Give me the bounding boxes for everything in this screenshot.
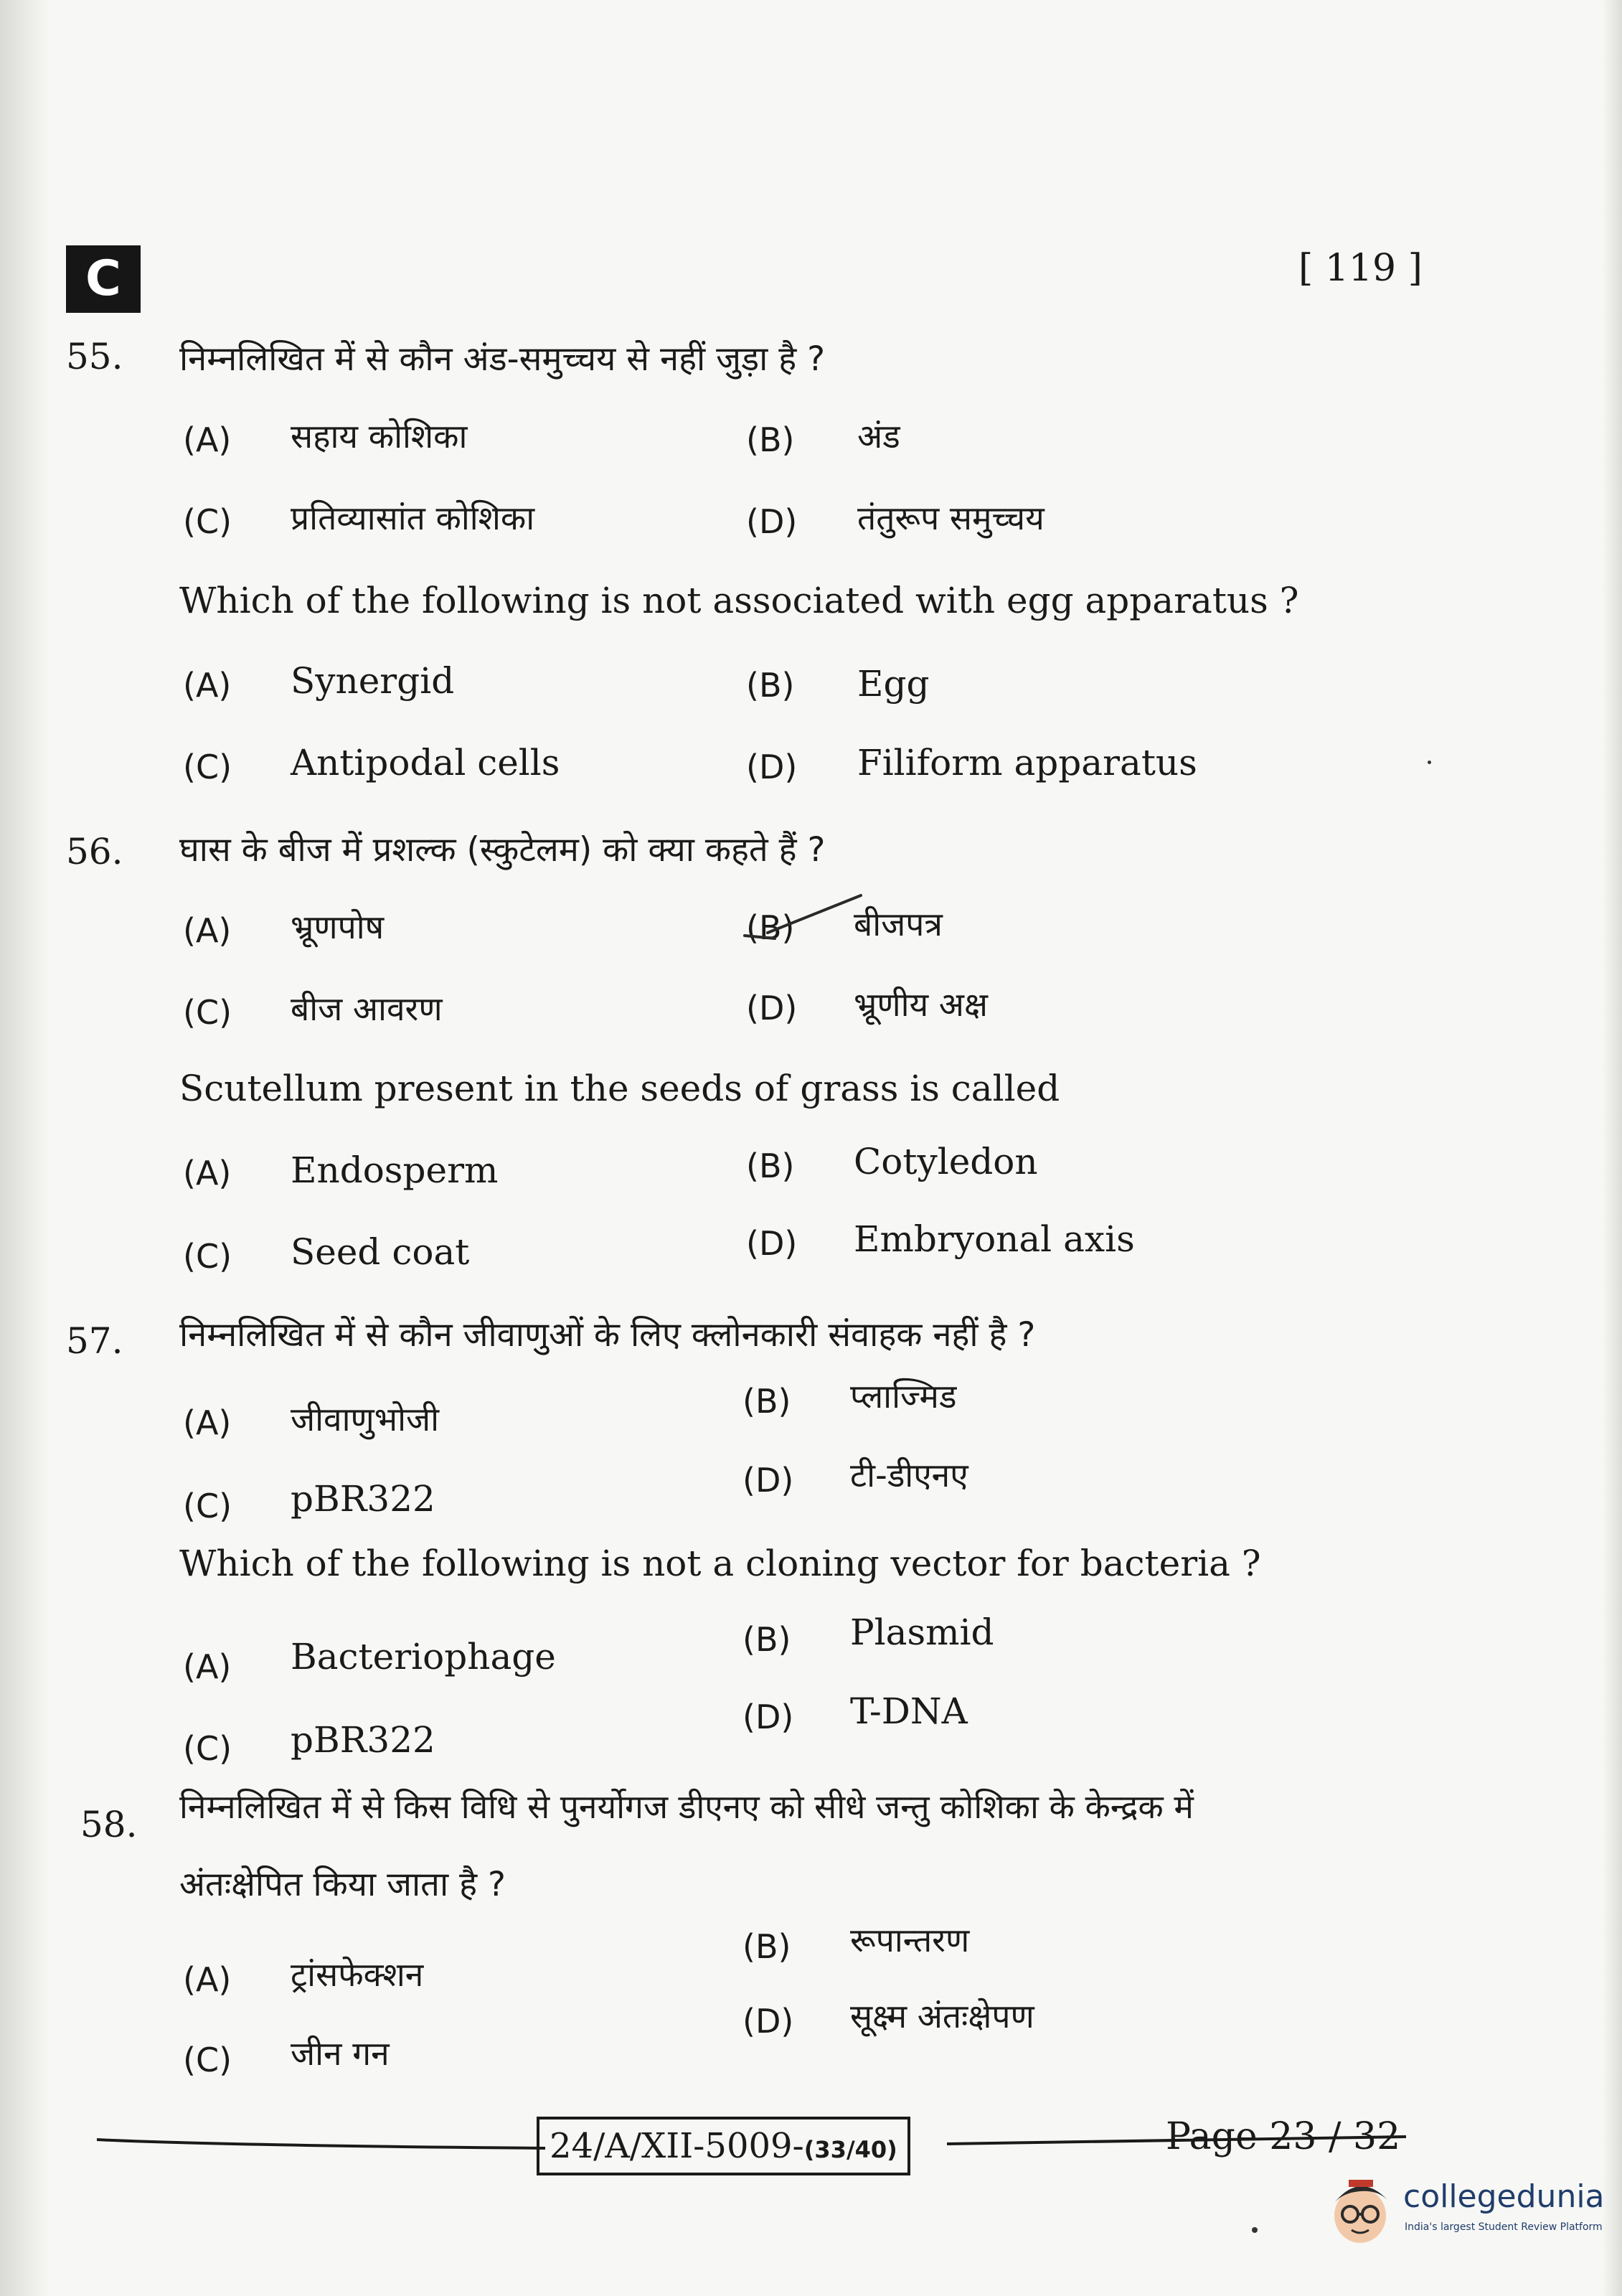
scan-left-edge [0,0,50,2296]
question-number-58: 58. [80,1804,138,1845]
q56-hi-option-label: (B) [746,908,795,947]
question-58-hindi-line2: अंतःक्षेपित किया जाता है ? [179,1865,506,1904]
q55-hi-option-a: सहाय कोशिका [291,417,468,456]
q55-en-option-label: (A) [183,666,232,705]
q57-en-option-label: (C) [183,1729,232,1768]
q58-hi-option-b: रूपान्तरण [850,1921,970,1959]
q58-hi-option-label: (A) [183,1960,232,1999]
page-code: [ 119 ] [1298,247,1423,290]
q57-en-option-d: T-DNA [850,1690,968,1732]
q55-en-option-label: (B) [746,666,795,705]
q55-hi-option-label: (A) [183,420,232,459]
q57-hi-option-c: pBR322 [291,1478,435,1520]
watermark-tagline: India's largest Student Review Platform [1405,2221,1603,2233]
q58-hi-option-label: (B) [742,1927,791,1966]
q55-hi-option-label: (C) [183,502,232,541]
q56-hi-option-b: बीजपत्र [854,905,943,944]
q57-en-option-c: pBR322 [291,1719,435,1761]
q56-en-option-label: (D) [746,1224,798,1263]
q57-hi-option-label: (D) [742,1461,794,1500]
question-57-hindi: निम्नलिखित में से कौन जीवाणुओं के लिए क्लोनकारी संवाहक नहीं है ? [179,1315,1036,1355]
watermark-brand: collegedunia [1403,2178,1605,2215]
q56-hi-option-d: भ्रूणीय अक्ष [854,985,988,1024]
q56-en-option-c: Seed coat [291,1231,470,1273]
q55-hi-option-c: प्रतिव्यासांत कोशिका [291,499,535,537]
question-number-56: 56. [66,831,123,872]
q55-hi-option-b: अंड [857,417,900,456]
question-56-hindi: घास के बीज में प्रशल्क (स्कुटेलम) को क्या कहते हैं ? [179,830,826,870]
q57-en-option-label: (D) [742,1698,794,1736]
scan-speck [1252,2227,1258,2233]
q57-en-option-label: (A) [183,1647,232,1686]
mascot-icon [1327,2174,1399,2246]
q57-hi-option-b: प्लाज्मिड [850,1377,957,1416]
q55-hi-option-label: (D) [746,502,798,541]
q56-hi-option-a: भ्रूणपोष [291,908,385,946]
question-55-english: Which of the following is not associated with egg apparatus ? [179,580,1299,621]
q56-hi-option-c: बीज आवरण [291,989,443,1028]
q55-en-option-b: Egg [857,663,930,705]
q57-hi-option-label: (B) [742,1382,791,1421]
q58-hi-option-d: सूक्ष्म अंतःक्षेपण [850,1997,1034,2036]
paper-code [537,2117,910,2175]
q56-en-option-d: Embryonal axis [854,1218,1135,1260]
q57-hi-option-a: जीवाणुभोजी [291,1400,440,1439]
pen-tick-mark [739,888,875,946]
question-57-english: Which of the following is not a cloning vector for bacteria ? [179,1543,1261,1584]
q55-en-option-label: (D) [746,748,798,786]
question-58-hindi-line1: निम्नलिखित में से किस विधि से पुनर्योगज डीएनए को सीधे जन्तु कोशिका के केन्द्रक में [179,1787,1194,1826]
q55-en-option-label: (C) [183,748,232,786]
q57-hi-option-d: टी-डीएनए [850,1456,968,1495]
q55-en-option-c: Antipodal cells [291,742,560,784]
q58-hi-option-label: (D) [742,2002,794,2041]
q57-en-option-b: Plasmid [850,1612,994,1653]
paper-code-text: 24/A/XII-5009- [550,2126,804,2166]
collegedunia-watermark [1327,2174,1614,2253]
q58-hi-option-label: (C) [183,2041,232,2079]
q56-en-option-label: (A) [183,1154,232,1192]
q58-hi-option-a: ट्रांसफेक्शन [291,1955,424,1994]
q56-hi-option-label: (D) [746,989,798,1027]
question-56-english: Scutellum present in the seeds of grass is called [179,1068,1060,1109]
question-55-hindi: निम्नलिखित में से कौन अंड-समुच्चय से नहीं जुड़ा है ? [179,339,826,379]
q55-en-option-a: Synergid [291,660,455,702]
q57-hi-option-label: (A) [183,1403,232,1442]
q55-en-option-d: Filiform apparatus [857,742,1197,784]
q56-en-option-label: (C) [183,1237,232,1276]
q57-hi-option-label: (C) [183,1487,232,1525]
q55-hi-option-label: (B) [746,420,795,459]
q56-en-option-label: (B) [746,1147,795,1185]
q57-en-option-a: Bacteriophage [291,1636,556,1678]
scan-speck [1428,761,1431,764]
paper-code-suffix: (33/40) [803,2136,897,2163]
q56-en-option-a: Endosperm [291,1149,499,1191]
q57-en-option-label: (B) [742,1620,791,1659]
q55-hi-option-d: तंतुरूप समुच्चय [857,499,1045,537]
q56-hi-option-label: (A) [183,911,232,950]
q56-hi-option-label: (C) [183,993,232,1032]
set-badge: C [66,245,141,313]
q58-hi-option-c: जीन गन [291,2034,390,2073]
q56-en-option-b: Cotyledon [854,1141,1038,1182]
question-number-57: 57. [66,1320,123,1362]
page-number: Page 23 / 32 [1166,2115,1401,2158]
question-number-55: 55. [66,336,123,377]
scan-right-edge [1602,0,1622,2296]
